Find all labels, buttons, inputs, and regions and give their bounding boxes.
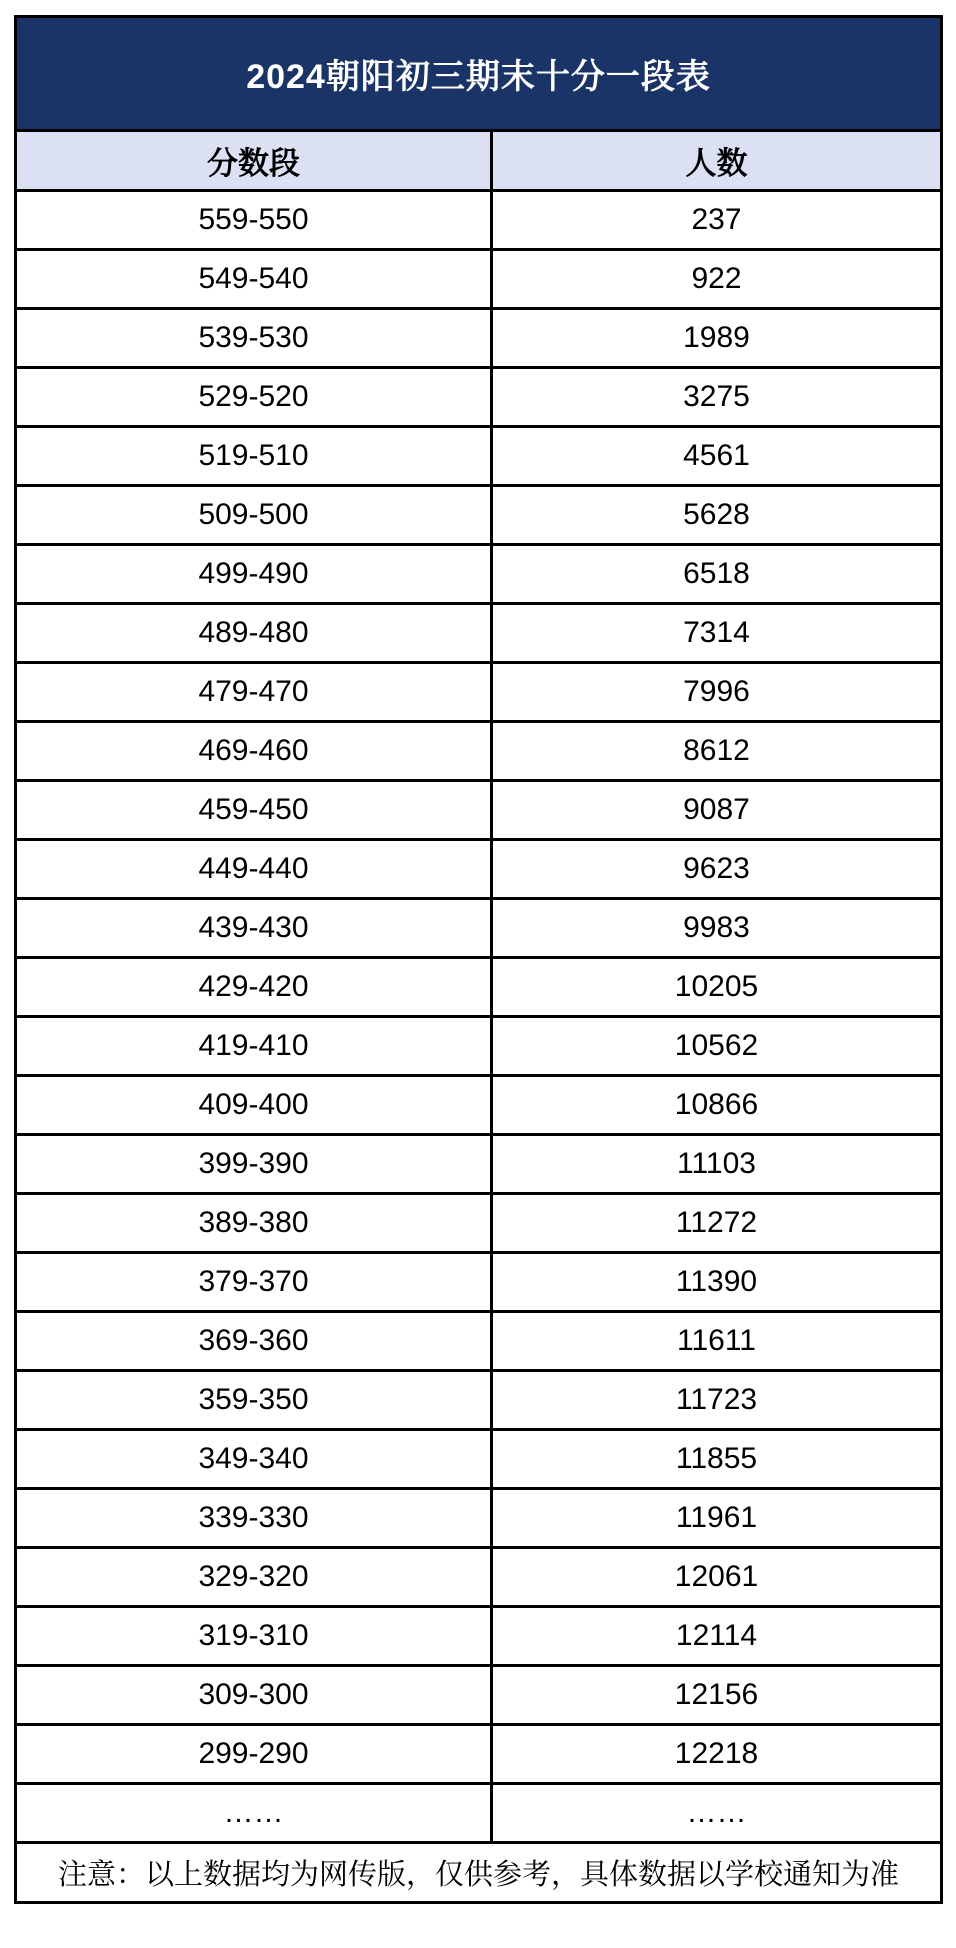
table-row	[16, 1076, 942, 1135]
count-cell: 10205	[492, 958, 942, 1017]
table-row	[16, 1548, 942, 1607]
score-range-cell: 389-380	[16, 1194, 492, 1253]
score-range-cell: 369-360	[16, 1312, 492, 1371]
count-cell: 9623	[492, 840, 942, 899]
score-range-cell: 559-550	[16, 191, 492, 250]
count-cell: 11723	[492, 1371, 942, 1430]
table-row	[16, 191, 942, 250]
count-cell: 12061	[492, 1548, 942, 1607]
table-row	[16, 1135, 942, 1194]
score-range-cell: 399-390	[16, 1135, 492, 1194]
table-row	[16, 899, 942, 958]
score-range-cell: 439-430	[16, 899, 492, 958]
count-cell: 8612	[492, 722, 942, 781]
table-row	[16, 1666, 942, 1725]
count-cell: 9983	[492, 899, 942, 958]
count-cell: 12156	[492, 1666, 942, 1725]
column-header-count: 人数	[492, 131, 942, 191]
score-range-cell: 549-540	[16, 250, 492, 309]
score-range-cell: 349-340	[16, 1430, 492, 1489]
count-cell: 922	[492, 250, 942, 309]
score-range-cell: 309-300	[16, 1666, 492, 1725]
table-row	[16, 1194, 942, 1253]
table-row	[16, 427, 942, 486]
table-row	[16, 545, 942, 604]
table-row	[16, 1430, 942, 1489]
table-row	[16, 1371, 942, 1430]
count-cell: 11855	[492, 1430, 942, 1489]
count-cell: 1989	[492, 309, 942, 368]
score-range-cell: 339-330	[16, 1489, 492, 1548]
score-range-cell: 359-350	[16, 1371, 492, 1430]
table-row	[16, 840, 942, 899]
score-range-cell: 449-440	[16, 840, 492, 899]
count-cell: 11390	[492, 1253, 942, 1312]
count-cell: 10866	[492, 1076, 942, 1135]
score-range-cell: 409-400	[16, 1076, 492, 1135]
score-range-cell: 419-410	[16, 1017, 492, 1076]
score-range-cell: 459-450	[16, 781, 492, 840]
table-title: 2024朝阳初三期末十分一段表	[16, 17, 942, 131]
count-cell: 9087	[492, 781, 942, 840]
score-range-cell: 429-420	[16, 958, 492, 1017]
table-row	[16, 663, 942, 722]
score-range-cell: 539-530	[16, 309, 492, 368]
table-row	[16, 1312, 942, 1371]
score-range-cell: 329-320	[16, 1548, 492, 1607]
count-cell: 10562	[492, 1017, 942, 1076]
count-cell: 11272	[492, 1194, 942, 1253]
score-range-cell: ……	[16, 1784, 492, 1843]
table-row	[16, 1725, 942, 1784]
score-range-cell: 519-510	[16, 427, 492, 486]
table-row	[16, 1489, 942, 1548]
count-cell: 3275	[492, 368, 942, 427]
table-row	[16, 1253, 942, 1312]
score-range-cell: 489-480	[16, 604, 492, 663]
count-cell: 11961	[492, 1489, 942, 1548]
disclaimer-note: 注意：以上数据均为网传版，仅供参考，具体数据以学校通知为准	[16, 1843, 942, 1903]
count-cell: 11103	[492, 1135, 942, 1194]
count-cell: 7314	[492, 604, 942, 663]
score-range-cell: 479-470	[16, 663, 492, 722]
table-row	[16, 368, 942, 427]
table-row-ellipsis	[16, 1784, 942, 1843]
count-cell: 7996	[492, 663, 942, 722]
score-range-cell: 469-460	[16, 722, 492, 781]
table-row	[16, 781, 942, 840]
table-row	[16, 604, 942, 663]
score-range-cell: 299-290	[16, 1725, 492, 1784]
count-cell: 11611	[492, 1312, 942, 1371]
score-range-cell: 379-370	[16, 1253, 492, 1312]
table-row	[16, 486, 942, 545]
count-cell: 12114	[492, 1607, 942, 1666]
count-cell: 6518	[492, 545, 942, 604]
count-cell: 5628	[492, 486, 942, 545]
score-range-cell: 509-500	[16, 486, 492, 545]
table-row	[16, 250, 942, 309]
score-range-cell: 499-490	[16, 545, 492, 604]
score-range-cell: 319-310	[16, 1607, 492, 1666]
table-row	[16, 1017, 942, 1076]
title-row	[16, 17, 942, 131]
table-row	[16, 1607, 942, 1666]
count-cell: ……	[492, 1784, 942, 1843]
note-row	[16, 1843, 942, 1903]
count-cell: 237	[492, 191, 942, 250]
table-row	[16, 722, 942, 781]
count-cell: 12218	[492, 1725, 942, 1784]
table-row	[16, 958, 942, 1017]
header-row	[16, 131, 942, 191]
column-header-range: 分数段	[16, 131, 492, 191]
count-cell: 4561	[492, 427, 942, 486]
table-row	[16, 309, 942, 368]
score-range-cell: 529-520	[16, 368, 492, 427]
score-distribution-table	[14, 15, 943, 1904]
